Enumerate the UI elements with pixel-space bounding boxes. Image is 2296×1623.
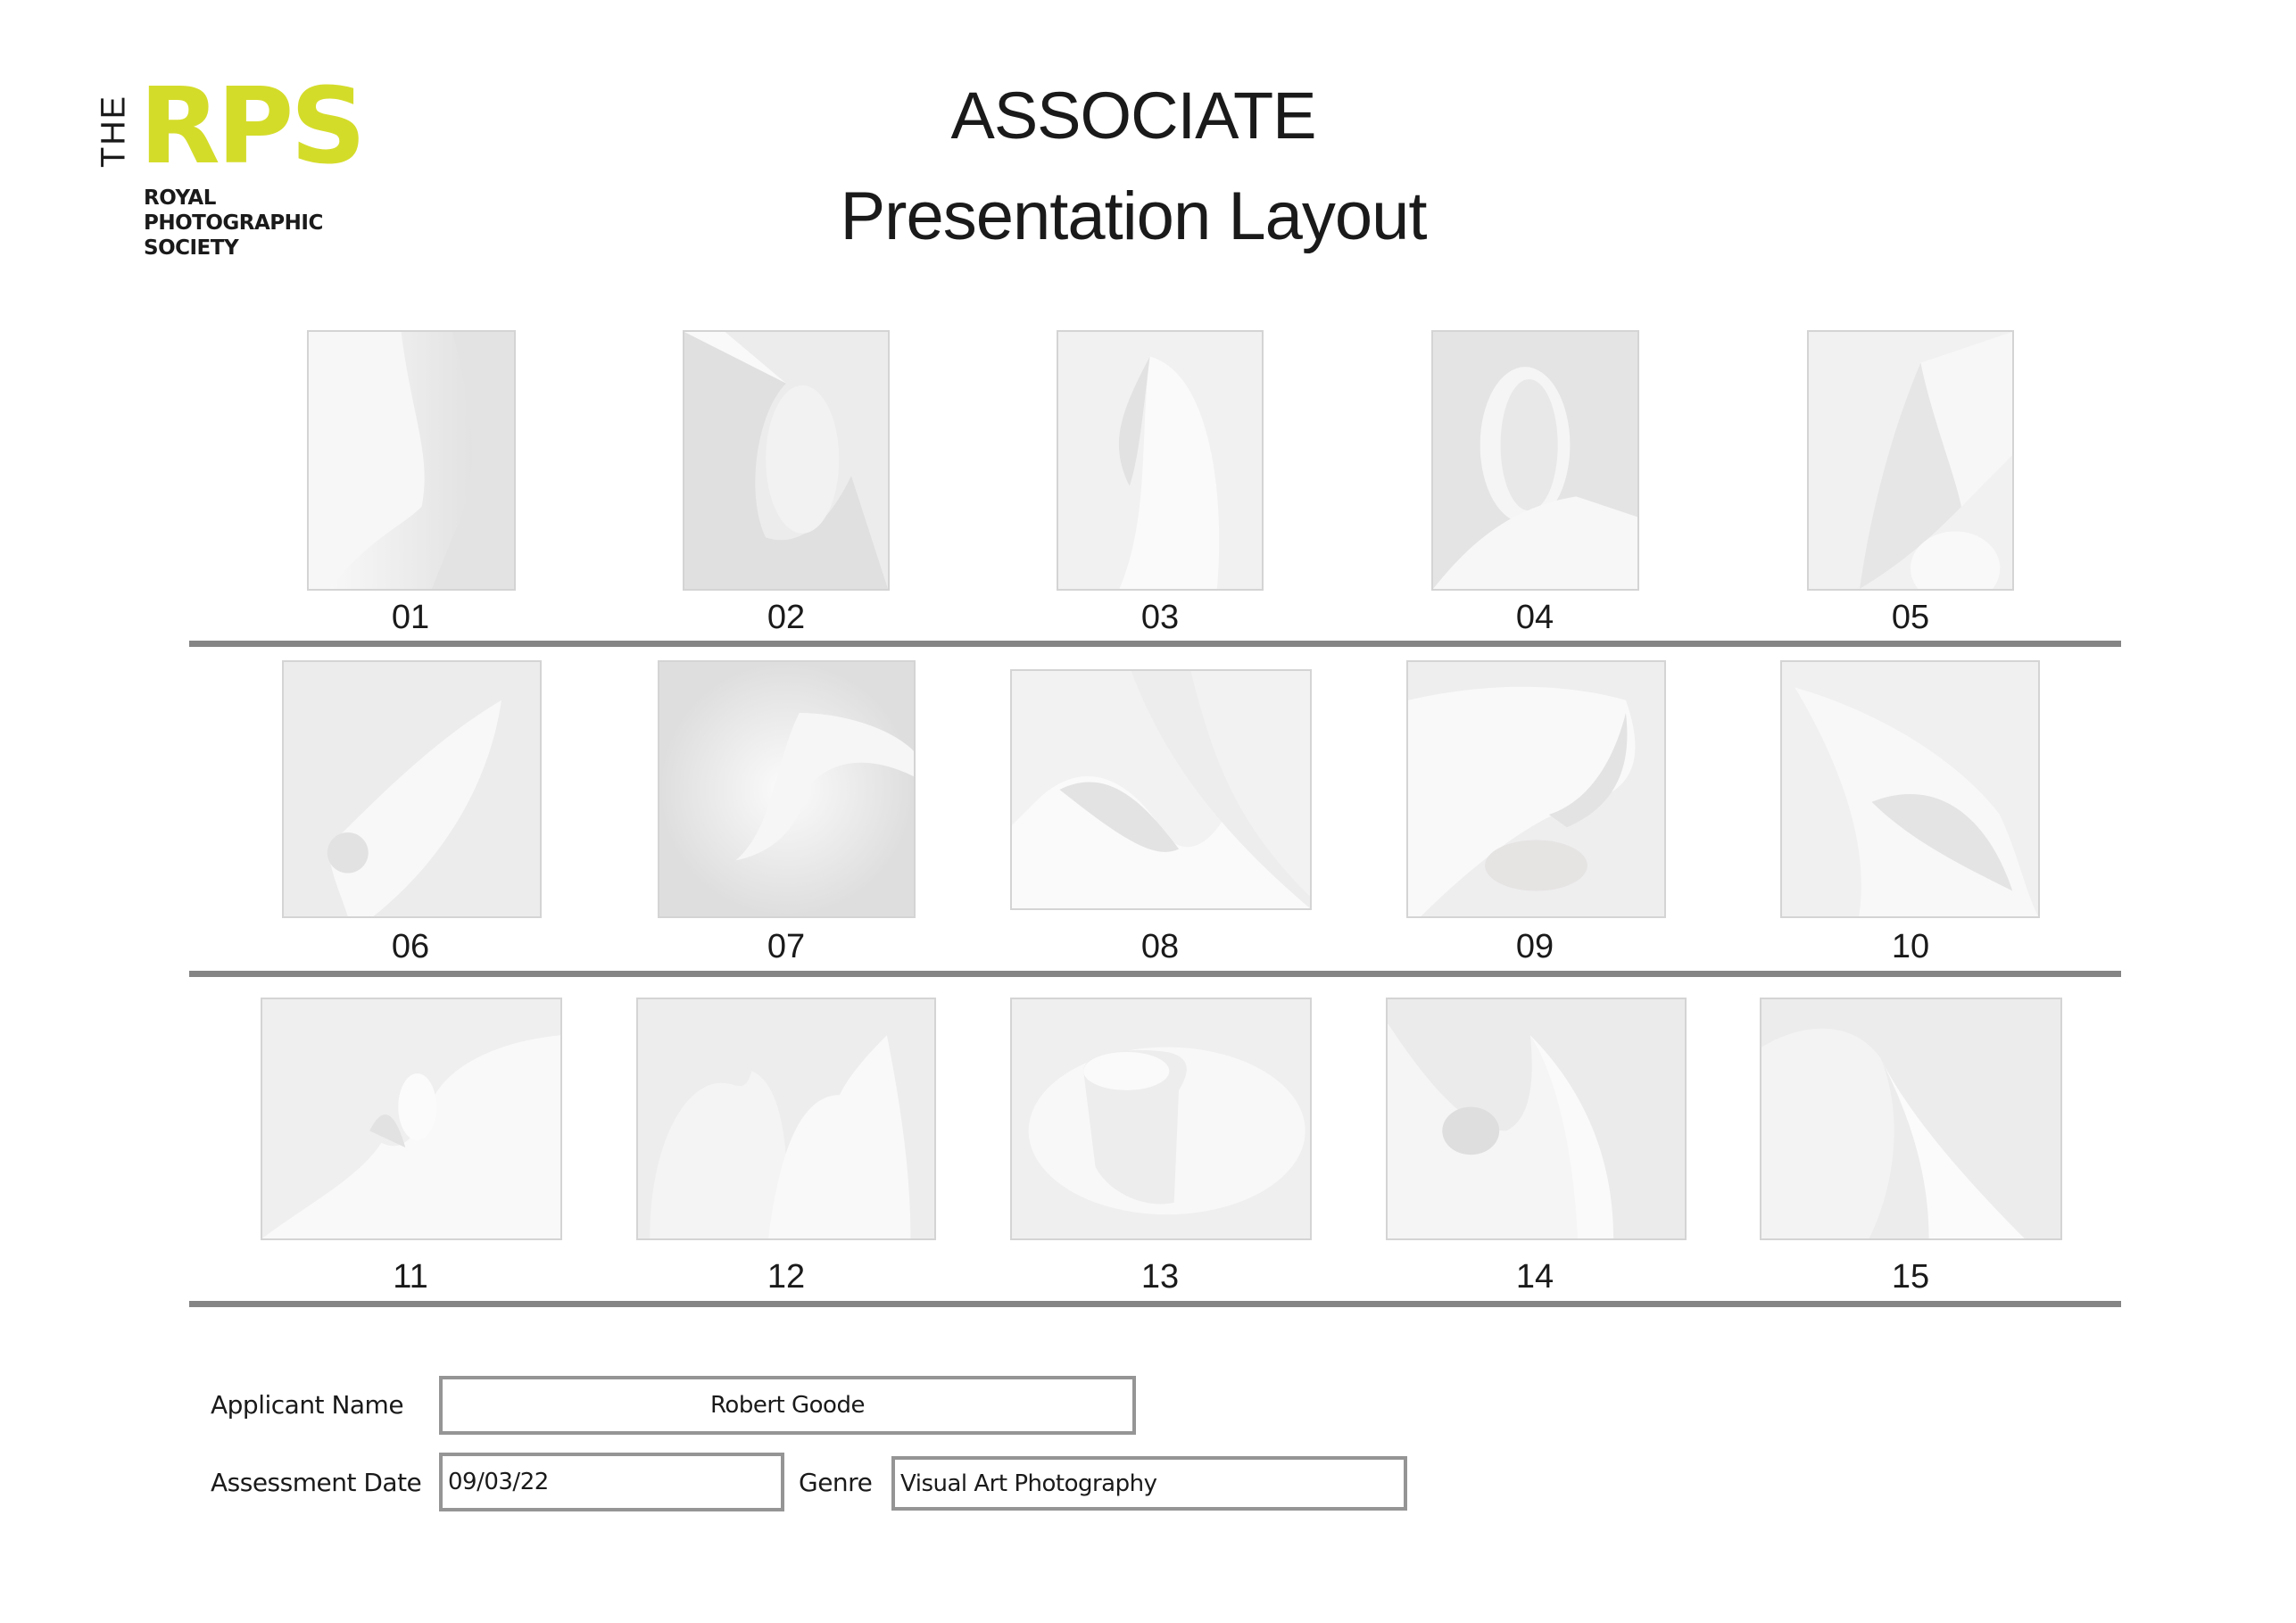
paper-abstract-image [1012, 999, 1310, 1238]
paper-abstract-image [1433, 332, 1637, 589]
photo-label: 05 [1891, 599, 1930, 636]
photo-label: 10 [1891, 928, 1930, 965]
photo-13 [1010, 998, 1312, 1240]
paper-abstract-image [284, 662, 540, 916]
paper-abstract-image [262, 999, 560, 1238]
photo-label: 06 [391, 928, 430, 965]
paper-abstract-image [1012, 671, 1310, 908]
applicant-name-value: Robert Goode [710, 1392, 865, 1419]
row-divider [189, 1301, 2121, 1307]
paper-abstract-image [1761, 999, 2060, 1238]
photo-15 [1760, 998, 2062, 1240]
photo-label: 09 [1515, 928, 1554, 965]
photo-02 [683, 330, 890, 591]
logo-line-royal: ROYAL [144, 186, 216, 210]
photo-label: 15 [1891, 1258, 1930, 1296]
photo-12 [636, 998, 936, 1240]
row-divider [189, 971, 2121, 977]
photo-label: 12 [767, 1258, 806, 1296]
paper-abstract-image [309, 332, 514, 589]
photo-label: 11 [393, 1258, 428, 1296]
photo-label: 07 [767, 928, 806, 965]
assessment-date-value: 09/03/22 [448, 1469, 549, 1495]
page-title: ASSOCIATE [950, 79, 1316, 153]
paper-abstract-image [1058, 332, 1262, 589]
photo-01 [307, 330, 516, 591]
assessment-date-label: Assessment Date [211, 1468, 422, 1497]
photo-05 [1807, 330, 2014, 591]
paper-abstract-image [1388, 999, 1685, 1238]
photo-06 [282, 660, 542, 918]
photo-10 [1780, 660, 2040, 918]
logo-line-society: SOCIETY [144, 236, 239, 260]
photo-label: 14 [1515, 1258, 1554, 1296]
assessment-date-field[interactable] [439, 1453, 784, 1511]
photo-04 [1431, 330, 1639, 591]
paper-abstract-image [638, 999, 934, 1238]
row-divider [189, 641, 2121, 647]
applicant-name-field[interactable] [439, 1376, 1136, 1435]
photo-label: 03 [1140, 599, 1180, 636]
photo-label: 13 [1140, 1258, 1180, 1296]
paper-abstract-image [659, 662, 914, 916]
paper-abstract-image [684, 332, 888, 589]
photo-03 [1057, 330, 1264, 591]
photo-14 [1386, 998, 1687, 1240]
genre-label: Genre [799, 1468, 873, 1497]
logo-line-photographic: PHOTOGRAPHIC [144, 211, 323, 235]
paper-abstract-image [1809, 332, 2012, 589]
genre-value: Visual Art Photography [900, 1470, 1157, 1497]
logo-rps: RPS [139, 64, 363, 187]
paper-abstract-image [1408, 662, 1664, 916]
genre-field[interactable] [891, 1456, 1407, 1511]
photo-label: 04 [1515, 599, 1554, 636]
photo-09 [1406, 660, 1666, 918]
photo-label: 02 [767, 599, 806, 636]
photo-11 [261, 998, 562, 1240]
photo-08 [1010, 669, 1312, 910]
page-subtitle: Presentation Layout [840, 178, 1427, 254]
photo-07 [658, 660, 916, 918]
photo-label: 01 [391, 599, 430, 636]
applicant-name-label: Applicant Name [211, 1390, 404, 1420]
paper-abstract-image [1782, 662, 2038, 916]
photo-label: 08 [1140, 928, 1180, 965]
logo-the-label: THE [95, 95, 133, 168]
